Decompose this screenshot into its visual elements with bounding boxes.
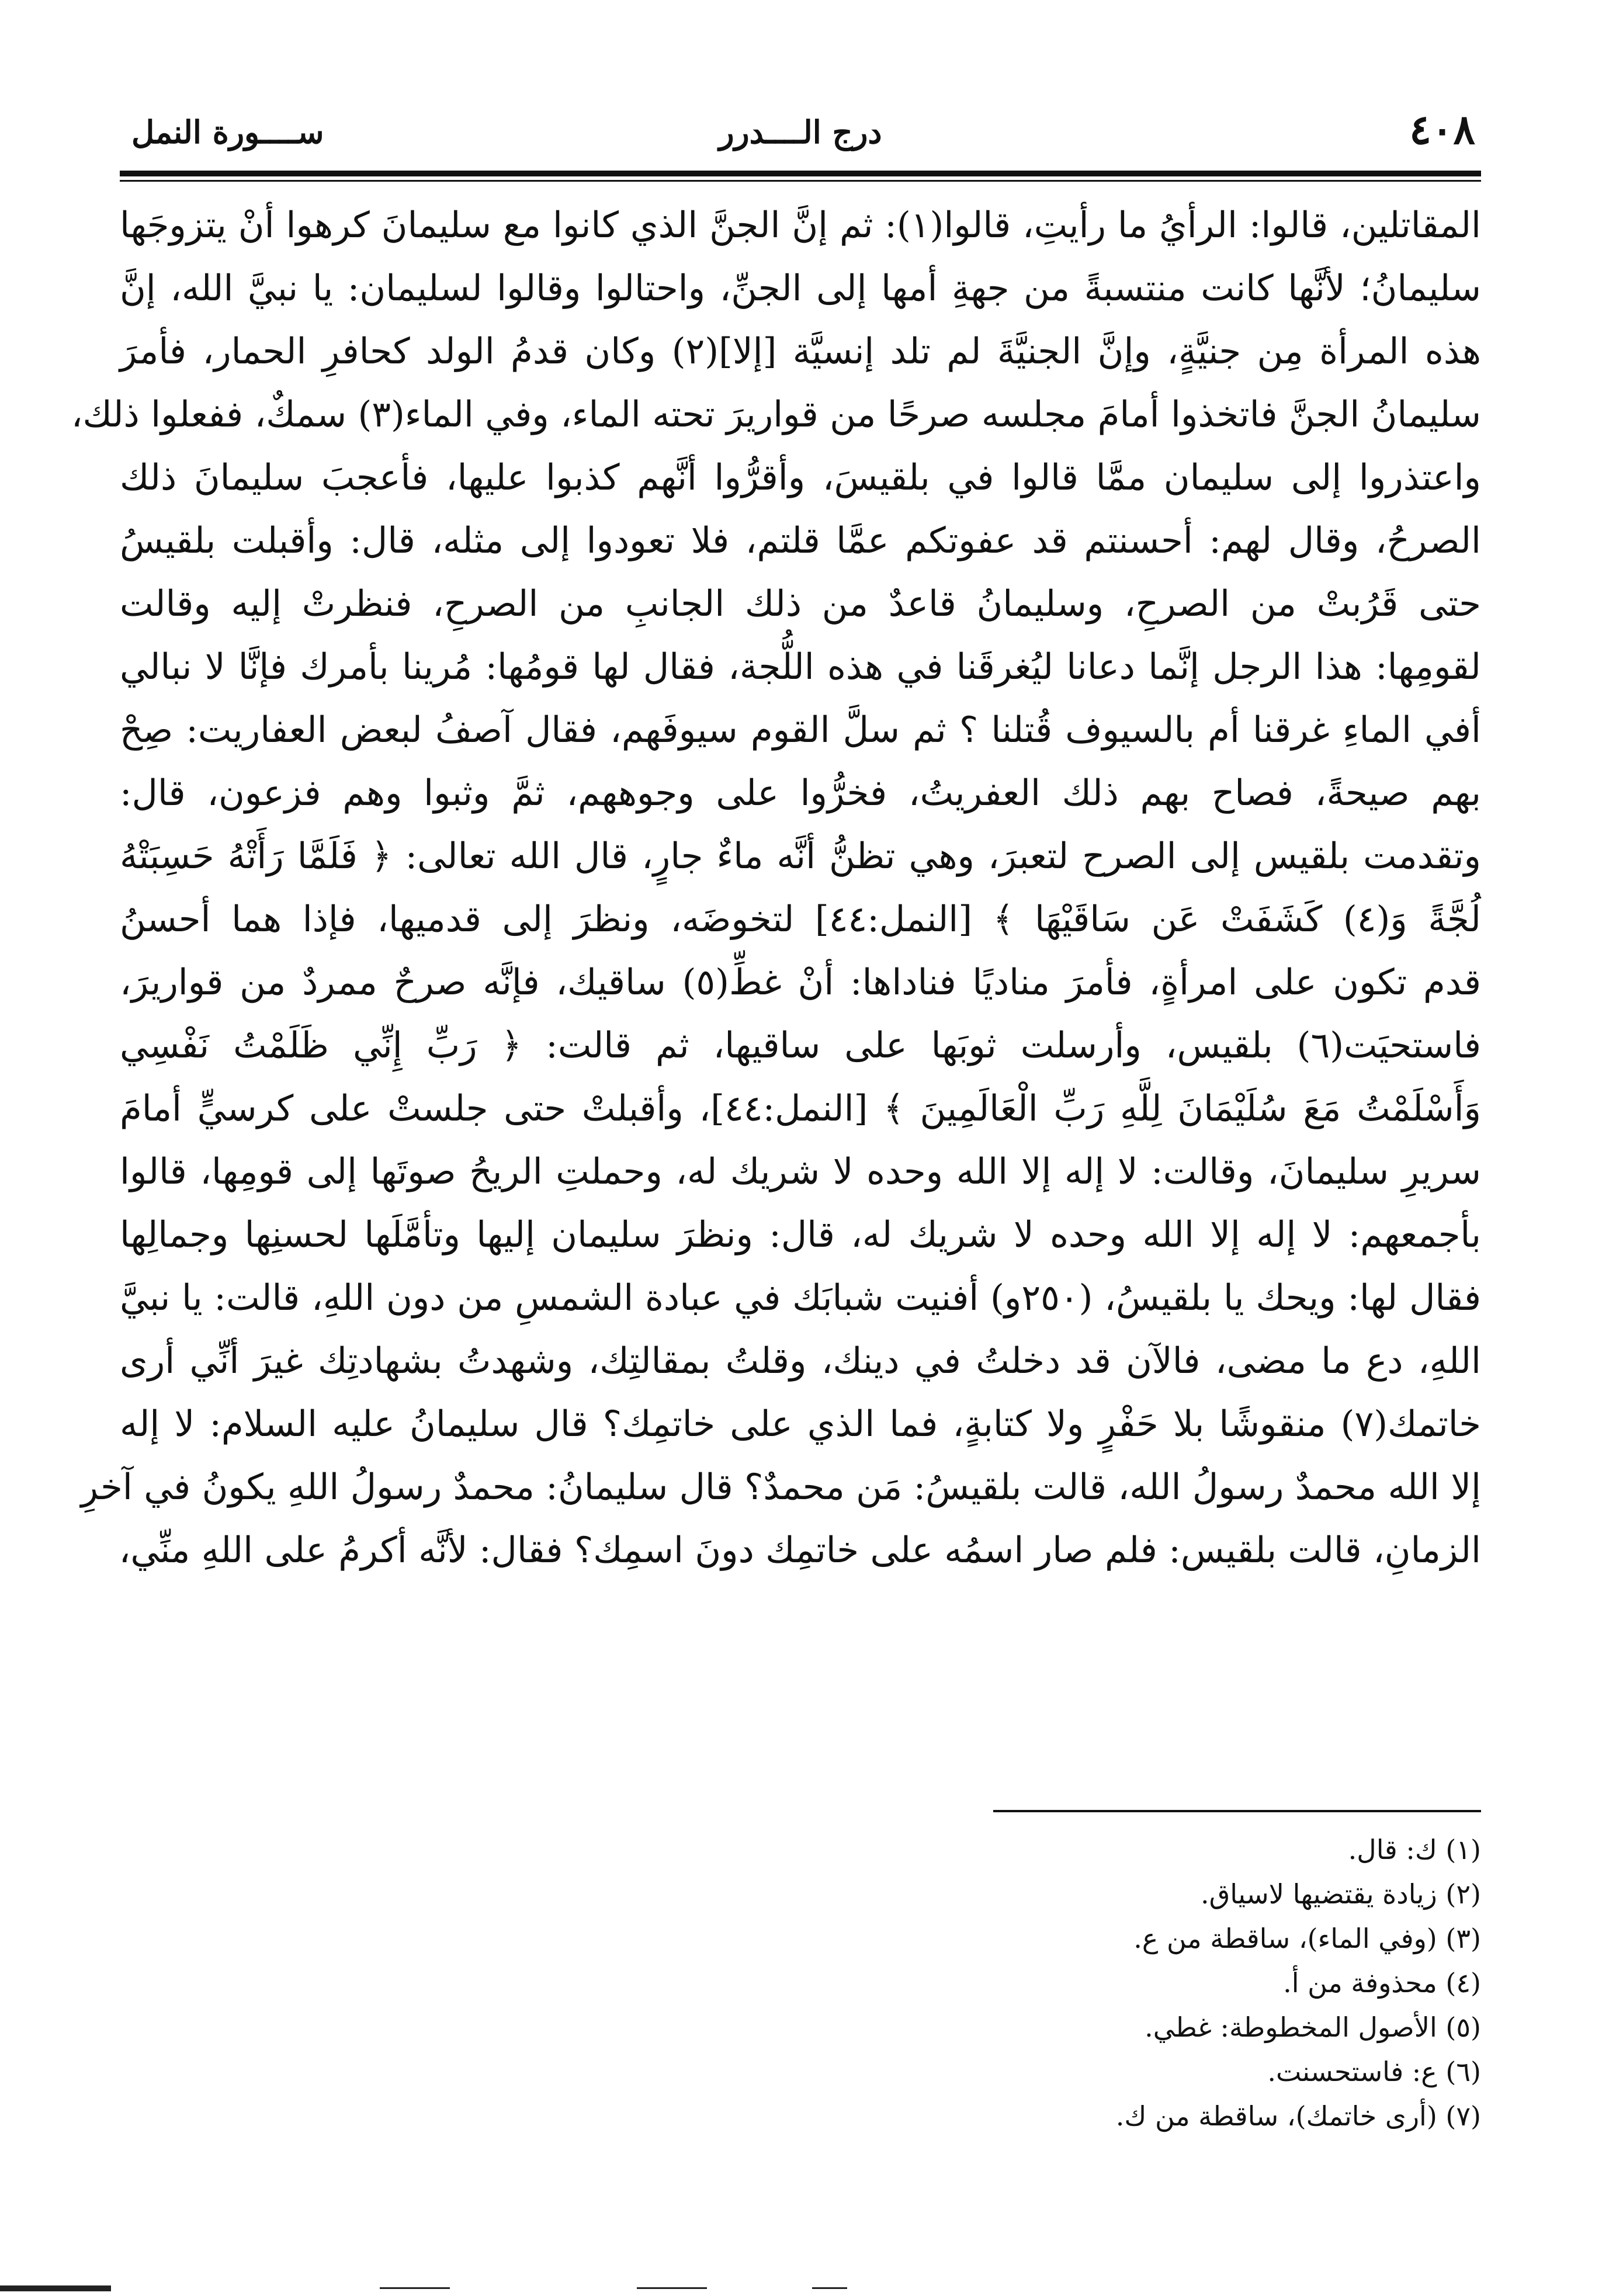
text-line: فاستحيَت(٦) بلقيس، وأرسلت ثوبَها على ساقيها، ثم قالت: ﴿ رَبِّ إِنِّي ظَلَمْتُ نَفْسِي [120, 1025, 1481, 1066]
text-line: حتى قَرُبتْ من الصرحِ، وسليمانُ قاعدٌ من ذلك الجانبِ من الصرحِ، فنظرتْ إليه وقالت [120, 583, 1481, 625]
header-rule-thick [120, 171, 1481, 176]
book-title: درج الــــدرر [719, 113, 882, 151]
footnotes [663, 1827, 1481, 2138]
text-line: بهم صيحةً، فصاح بهم ذلك العفريتُ، فخرُّوا على وجوههم، ثمَّ وثبوا وهم فزعون، قال: [120, 772, 1481, 814]
footnote: (١) ك: قال. [1348, 1834, 1481, 1865]
text-line: سليمانُ؛ لأنَّها كانت منتسبةً من جهةِ أمها إلى الجنِّ، واحتالوا وقالوا لسليمان: يا نبيَّ الله، إنَّ [120, 268, 1481, 309]
footnote: (٦) ع: فاستحسنت. [1267, 2056, 1481, 2087]
text-line: خاتمك(٧) منقوشًا بلا حَفْرٍ ولا كتابةٍ، فما الذي على خاتمِك؟ قال سليمانُ عليه السلام: لا إله [120, 1403, 1481, 1445]
text-line: اللهِ، دع ما مضى، فالآن قد دخلتُ في دينك، وقلتُ بمقالتِك، وشهدتُ بشهادتِك غيرَ أنِّي أرى [120, 1340, 1481, 1382]
footnote: (٧) (أرى خاتمك)، ساقطة من ك. [1115, 2100, 1481, 2132]
text-line: فقال لها: ويحك يا بلقيسُ، (٢٥٠و) أفنيت شبابَك في عبادة الشمسِ من دون اللهِ، قالت: يا نبيَّ [120, 1277, 1481, 1319]
footnote: (٣) (وفي الماء)، ساقطة من ع. [1133, 1923, 1481, 1954]
header-rule-thin [120, 180, 1481, 182]
scan-edge-mark [812, 2287, 847, 2289]
text-line: الصرحُ، وقال لهم: أحسنتم قد عفوتكم عمَّا قلتم، فلا تعودوا إلى مثله، قال: وأقبلت بلقيسُ [120, 520, 1481, 561]
footnote: (٥) الأصول المخطوطة: غطي. [1145, 2011, 1481, 2043]
text-line: لقومِها: هذا الرجل إنَّما دعانا ليُغرقَنا في هذه اللُّجة، فقال لها قومُها: مُرينا بأمرك فإنَّا لا نبالي [120, 646, 1481, 688]
text-line: هذه المرأة مِن جنيَّةٍ، وإنَّ الجنيَّةَ لم تلد إنسيَّة [إلا](٢) وكان قدمُ الولد كحافرِ الحمار، فأمرَ [120, 331, 1482, 372]
text-line: الزمانِ، قالت بلقيس: فلم صار اسمُه على خاتمِك دونَ اسمِك؟ فقال: لأنَّه أكرمُ على اللهِ منِّي، [119, 1529, 1481, 1571]
surah-name: ســــورة النمل [131, 113, 324, 151]
footnote: (٢) زيادة يقتضيها لاسياق. [1200, 1878, 1481, 1910]
text-line: بأجمعهم: لا إله إلا الله وحده لا شريك له، قال: ونظرَ سليمان إليها وتأمَّلَها لحسنِها وجمالِها [120, 1214, 1481, 1255]
scan-edge-mark [380, 2287, 450, 2289]
text-line: لُجَّةً وَ(٤) كَشَفَتْ عَن سَاقَيْهَا ﴾ [النمل:٤٤] لتخوضَه، ونظرَ إلى قدميها، فإذا هما أحسنُ [120, 899, 1481, 940]
text-line: أفي الماءِ غرقنا أم بالسيوف قُتلنا ؟ ثم سلَّ القوم سيوفَهم، فقال آصفُ لبعض العفاريت: صِحْ [120, 709, 1481, 751]
text-line: سليمانُ الجنَّ فاتخذوا أمامَ مجلسه صرحًا من قواريرَ تحته الماء، وفي الماء(٣) سمكٌ، ففعلوا ذلك، [71, 394, 1481, 435]
scan-edge-mark [0, 2285, 111, 2291]
text-line: المقاتلين، قالوا: الرأيُ ما رأيتِ، قالوا(١): ثم إنَّ الجنَّ الذي كانوا مع سليمانَ كرهوا أنْ يتزوجَها [120, 204, 1481, 246]
text-line: واعتذروا إلى سليمان ممَّا قالوا في بلقيسَ، وأقرُّوا أنَّهم كذبوا عليها، فأعجبَ سليمانَ ذلك [120, 457, 1481, 498]
page-number: ٤٠٨ [1409, 105, 1475, 154]
page-header [120, 105, 1481, 169]
text-line: وتقدمت بلقيس إلى الصرح لتعبرَ، وهي تظنُّ أنَّه ماءٌ جارٍ، قال الله تعالى: ﴿ فَلَمَّا رَأَتْهُ حَسِبَتْهُ [120, 835, 1481, 877]
footnote-separator [993, 1810, 1481, 1812]
text-line: إلا الله محمدٌ رسولُ الله، قالت بلقيسُ: مَن محمدٌ؟ قال سليمانُ: محمدٌ رسولُ اللهِ يكونُ في آخرِ [81, 1466, 1481, 1508]
main-text [71, 194, 1482, 1582]
footnote: (٤) محذوفة من أ. [1283, 1967, 1481, 1999]
scan-edge-mark [637, 2287, 707, 2289]
text-line: وَأَسْلَمْتُ مَعَ سُلَيْمَانَ لِلَّهِ رَبِّ الْعَالَمِينَ ﴾ [النمل:٤٤]، وأقبلتْ حتى جلستْ على كرسيٍّ أمامَ [120, 1088, 1481, 1129]
text-line: قدم تكون على امرأةٍ، فأمرَ مناديًا فناداها: أنْ غطِّ(٥) ساقيك، فإنَّه صرحٌ ممردٌ من قواريرَ، [120, 962, 1481, 1003]
text-line: سريرِ سليمانَ، وقالت: لا إله إلا الله وحده لا شريك له، وحملتِ الريحُ صوتَها إلى قومِها، قالوا [120, 1151, 1481, 1192]
